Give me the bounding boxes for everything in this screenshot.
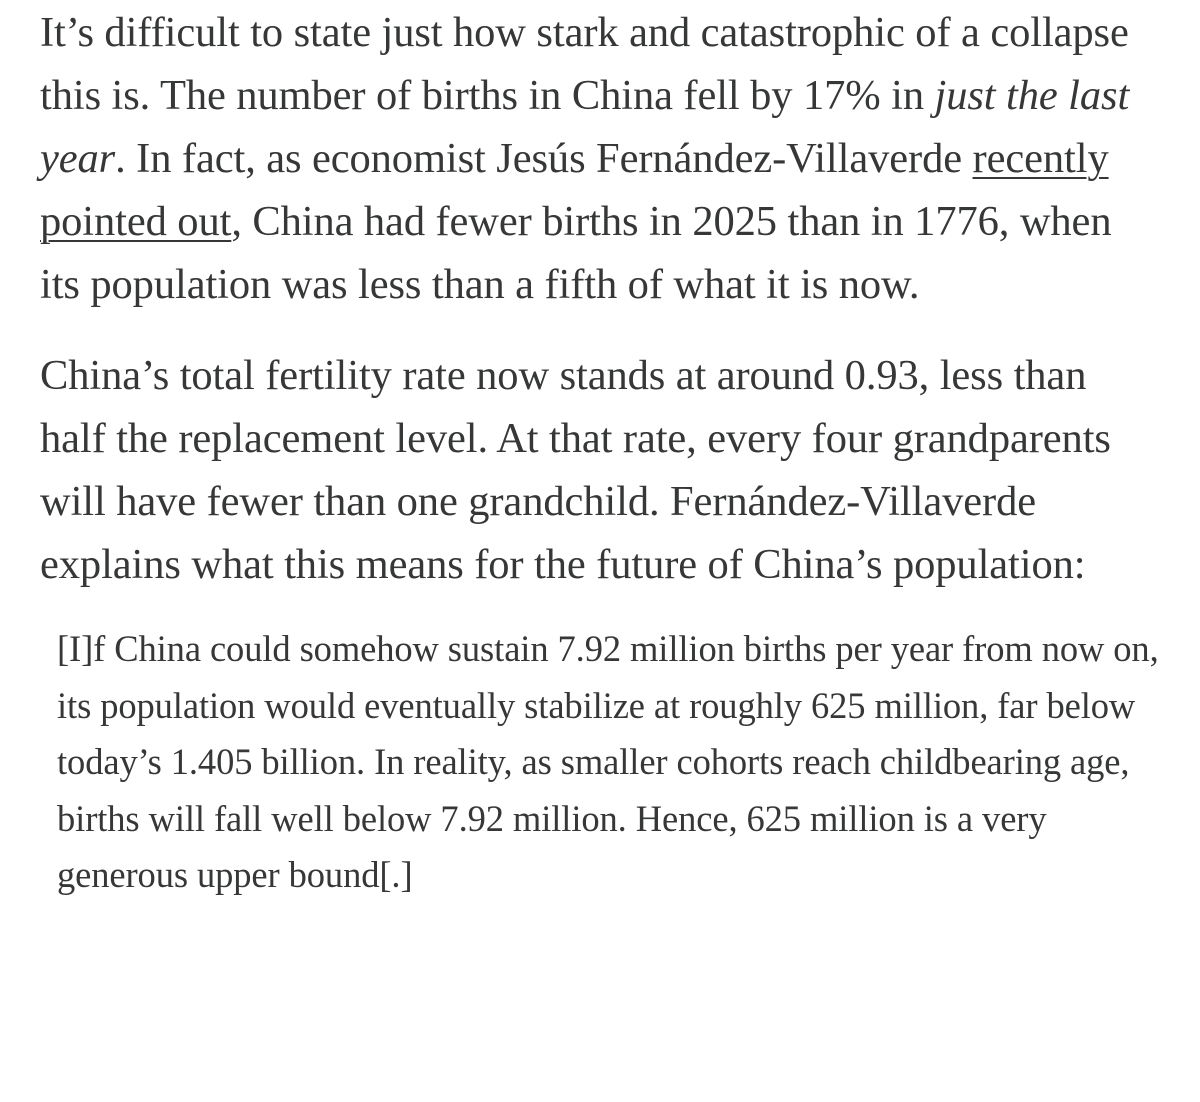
paragraph-1-emphasis: just the last year [40, 72, 1130, 182]
blockquote-villaverde: [I]f China could somehow sustain 7.92 million births per year from now on, its population would eventually stabilize at roughly 625 million, far below today’s 1.405 billion. In reality, as smaller cohorts reach childbearing age, births will fall well below 7.92 million. Hence, 625 million is a very generous upper bound[.] [57, 628, 1159, 895]
paragraph-fertility-rate: China’s total fertility rate now stands at around 0.93, less than half the replacement level. At that rate, every four grandparents will have fewer than one grandchild. Fernández-Villaverde explains what this means for the future of China’s population: [40, 352, 1111, 588]
paragraph-1-intro: It’s difficult to state just how stark and catastrophic of a collapse this is. The number of births in China fell by 17% in [40, 9, 1129, 119]
paragraph-births-collapse [40, 0, 1160, 316]
paragraph-1-outro: , China had fewer births in 2025 than in 1776, when its population was less than a fifth of what it is now. [40, 198, 1112, 308]
recently-pointed-out-link[interactable]: recently pointed out [40, 135, 1109, 245]
paragraph-1-middle: . In fact, as economist Jesús Fernández-Villaverde [115, 135, 973, 182]
